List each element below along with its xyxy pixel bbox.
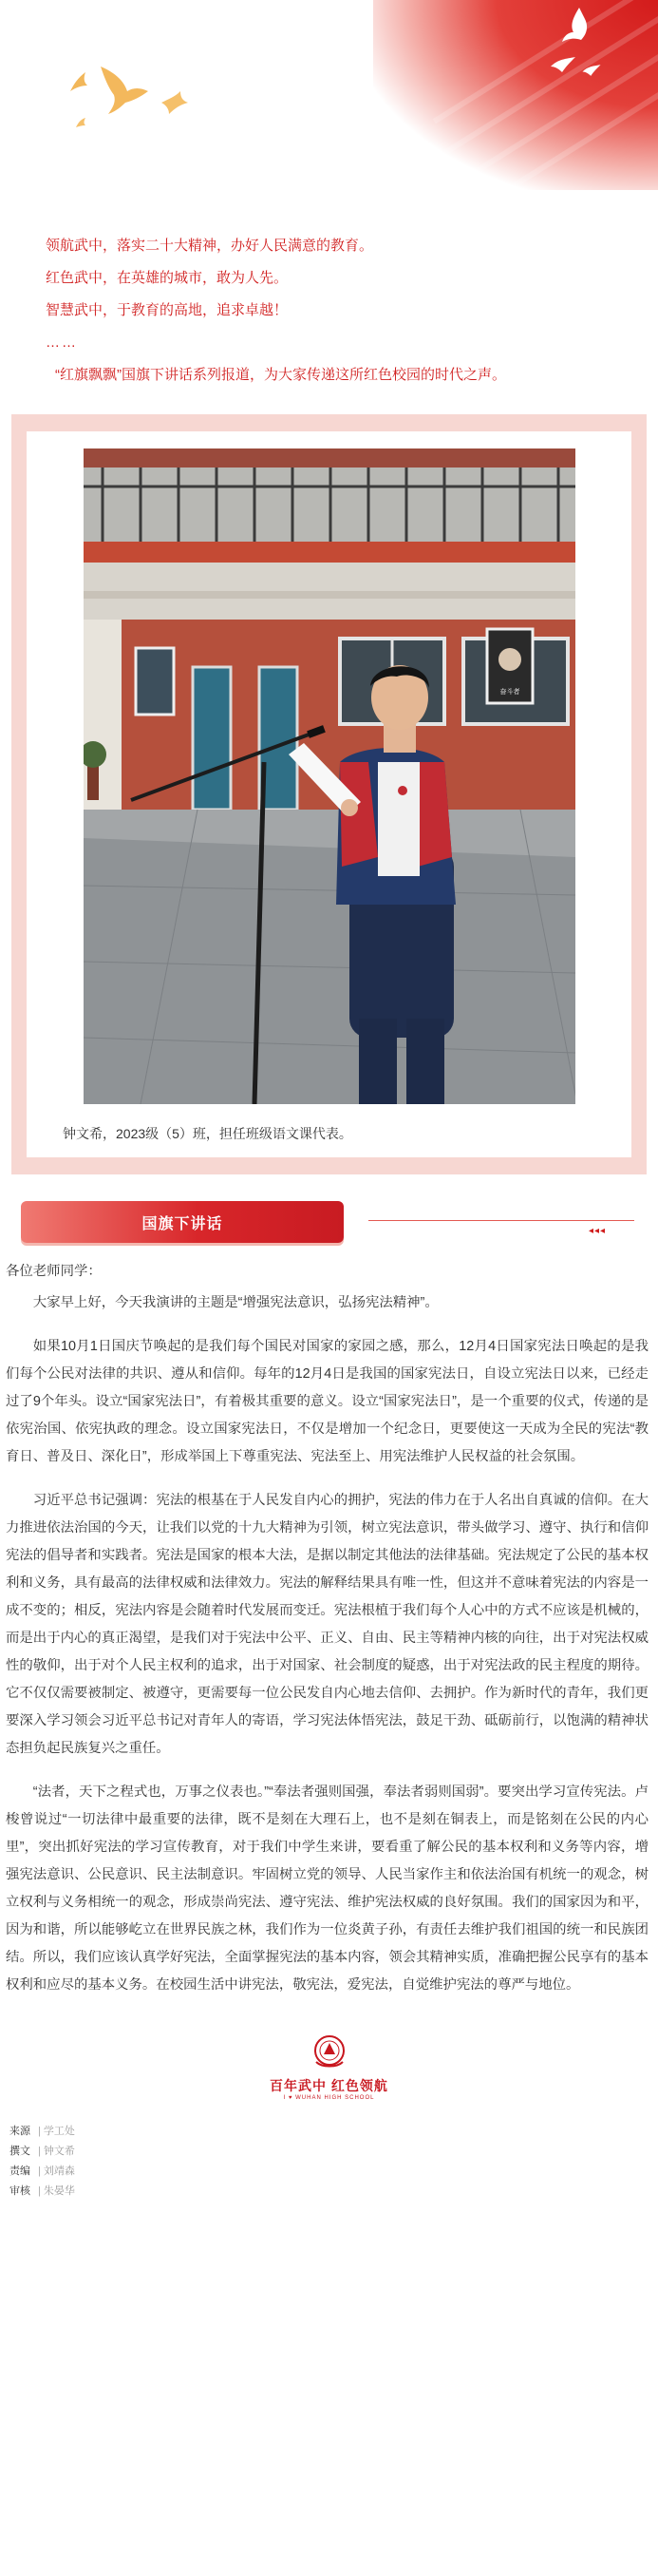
paragraph: “法者，天下之程式也，万事之仪表也。”“奉法者强则国强，奉法者弱则国弱”。要突出学习宣传宪法。卢梭曾说过“一切法律中最重要的法律，既不是刻在大理石上，也不是刻在铜表上，而是铭刻在公民的内心里”，突出抓好宪法的学习宣传教育，对于我们中学生来讲，要看重了解公民的基本权利和义务等内容，增强宪法意识、公民意识、民主法制意识。牢固树立党的领导、人民当家作主和依法治国有机统一的观念，树立权利与义务相统一的观念，形成崇尚宪法、遵守宪法、维护宪法权威的良好氛围。我们的国家因为和平，因为和谐，所以能够屹立在世界民族之林，我们作为一位炎黄子孙，有责任去维护我们祖国的统一和民族团结。所以，我们应该认真学好宪法，全面掌握宪法的基本内容，领会其精神实质，准确把握公民享有的基本权利和应尽的基本义务。在校园生活中讲宪法，敬宪法，爱宪法，自觉维护宪法的尊严与地位。 bbox=[6, 1784, 649, 1993]
credit-row: 来源 | 学工处 bbox=[9, 2122, 658, 2142]
intro-section bbox=[0, 190, 658, 391]
school-emblem-icon bbox=[310, 2033, 348, 2074]
greeting: 各位老师同学： bbox=[6, 1264, 102, 1279]
credit-row: 审核 | 朱晏华 bbox=[9, 2182, 658, 2202]
red-flag-decoration bbox=[373, 0, 658, 190]
header-banner bbox=[0, 0, 658, 190]
white-dove-icon bbox=[549, 55, 577, 74]
speaker-photo bbox=[84, 448, 575, 1104]
golden-dove-icon bbox=[74, 116, 87, 129]
arrows-icon: ◂◂◂ bbox=[589, 1226, 607, 1236]
paragraph: 如果10月1日国庆节唤起的是我们每个国民对国家的家园之感，那么，12月4日国家宪法日唤起的是我们每个公民对法律的共识、遵从和信仰。每年的12月4日是我国的国家宪法日，自设立宪法日以来，已经走过了9个年头。设立“国家宪法日”，有着极其重要的意义。设立“国家宪法日”，是一个重要的仪式，传递的是依宪治国、依宪执政的理念。设立国家宪法日，不仅是增加一个纪念日，更要使这一天成为全民的宪法“教育日、普及日、深化日”，形成举国上下尊重宪法、宪法至上、用宪法维护人民权益的社会氛围。 bbox=[6, 1339, 649, 1464]
intro-line: 智慧武中，于教育的高地，追求卓越！ bbox=[46, 302, 289, 318]
section-title: 国旗下讲话 bbox=[21, 1201, 344, 1243]
credit-key: 审核 bbox=[9, 2185, 30, 2197]
photo-frame bbox=[11, 414, 647, 1174]
credit-key: 责编 bbox=[9, 2166, 30, 2177]
logo-subtitle: I ♥ WUHAN HIGH SCHOOL bbox=[283, 2095, 375, 2101]
paragraph: 习近平总书记强调：宪法的根基在于人民发自内心的拥护，宪法的伟力在于人名出自真诚的信仰。在大力推进依法治国的今天，让我们以党的十九大精神为引领，树立宪法意识，带头做学习、遵守、执行和信仰宪法的倡导者和实践者。宪法是国家的根本大法，是据以制定其他法的法律基础。宪法规定了公民的基本权利和义务，具有最高的法律权威和法律效力。宪法的解释结果具有唯一性，但这并不意味着宪法的内容是一成不变的；相反，宪法内容是会随着时代发展而变迁。宪法根植于我们每个人心中的方式不应该是机械的，而是出于内心的真正渴望，是我们对于宪法中公平、正义、自由、民主等精神内核的向往，出于对宪法权威性的敬仰，出于对个人民主权利的追求，出于对国家、社会制度的疑惑，出于对宪法政的民主程度的期待。它不仅仅需要被制定、被遵守，更需要每一位公民发自内心地去信仰、去拥护。作为新时代的青年，我们更要深入学习领会习近平总书记对青年人的寄语，学习宪法体悟宪法，鼓足干劲、砥砺前行，以饱满的精神状态担负起民族复兴之重任。 bbox=[6, 1493, 649, 1756]
credit-row: 撰文 | 钟文希 bbox=[9, 2142, 658, 2162]
photo-caption: 钟文希，2023级（5）班，担任班级语文课代表。 bbox=[63, 1126, 352, 1141]
credit-value: 刘靖森 bbox=[43, 2166, 75, 2177]
golden-dove-icon bbox=[95, 59, 154, 118]
credit-value: 学工处 bbox=[43, 2126, 75, 2137]
speech-article bbox=[0, 1258, 658, 1999]
credits bbox=[0, 2101, 658, 2202]
golden-dove-icon bbox=[160, 89, 190, 116]
speaker-photo-illustration bbox=[84, 448, 575, 1104]
golden-dove-icon bbox=[66, 67, 95, 95]
intro-ellipsis: …… bbox=[46, 334, 78, 351]
intro-line: “红旗飘飘”国旗下讲话系列报道，为大家传递这所红色校园的时代之声。 bbox=[55, 367, 506, 383]
credit-key: 撰文 bbox=[9, 2146, 30, 2157]
white-dove-icon bbox=[581, 63, 602, 78]
intro-line: 领航武中，落实二十大精神，办好人民满意的教育。 bbox=[46, 238, 374, 254]
poster-text: 奋斗者 bbox=[499, 688, 519, 696]
intro-line: 红色武中，在英雄的城市，敢为人先。 bbox=[46, 270, 289, 286]
section-divider bbox=[368, 1220, 634, 1221]
credit-row: 责编 | 刘靖森 bbox=[9, 2162, 658, 2182]
white-dove-icon bbox=[560, 6, 598, 48]
logo-name: 百年武中 红色领航 bbox=[270, 2078, 388, 2093]
school-logo bbox=[0, 2033, 658, 2101]
photo-card bbox=[27, 431, 631, 1157]
credit-key: 来源 bbox=[9, 2126, 30, 2137]
credit-value: 朱晏华 bbox=[43, 2185, 75, 2197]
section-header bbox=[0, 1192, 658, 1258]
credit-value: 钟文希 bbox=[43, 2146, 75, 2157]
paragraph: 大家早上好，今天我演讲的主题是“增强宪法意识，弘扬宪法精神”。 bbox=[32, 1295, 439, 1310]
